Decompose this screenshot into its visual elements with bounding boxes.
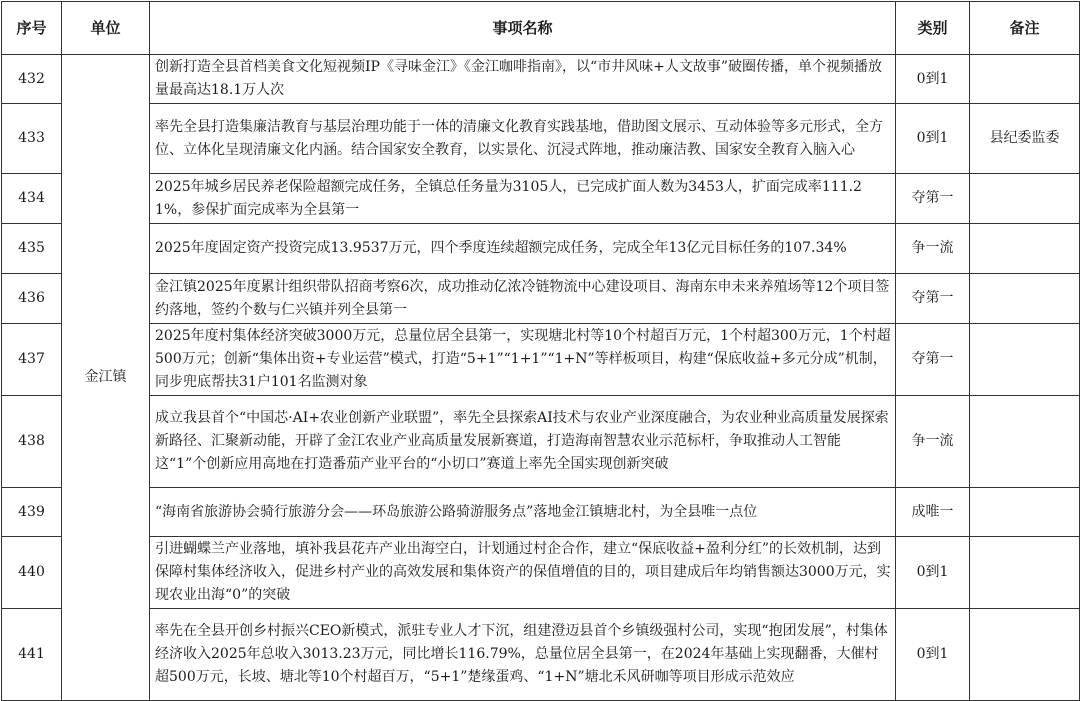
row-item: 率先全县打造集廉洁教育与基层治理功能于一体的清廉文化教育实践基地，借助图文展示、互动体验等多元形式，全方位、立体化呈现清廉文化内涵。结合国家安全教育，以实景化、沉浸式阵地，推动廉洁教、国家安全教育入脑入心	[150, 104, 896, 174]
table-row	[2, 609, 1080, 701]
table-row	[2, 55, 1080, 104]
row-seq: 436	[2, 274, 62, 324]
row-item: 创新打造全县首档美食文化短视频IP《寻味金江》《金江咖啡指南》，以“市井风味+人文故事”破圈传播，单个视频播放量最高达18.1万人次	[150, 55, 896, 104]
header-category: 类别	[896, 2, 970, 55]
row-remark	[970, 488, 1080, 537]
unit-cell: 金江镇	[62, 55, 150, 701]
row-item: 金江镇2025年度累计组织带队招商考察6次，成功推动亿浓冷链物流中心建设项目、海南东申未来养殖场等12个项目签约落地，签约个数与仁兴镇并列全县第一	[150, 274, 896, 324]
row-remark	[970, 224, 1080, 274]
row-seq: 441	[2, 609, 62, 701]
row-category: 0到1	[896, 104, 970, 174]
row-remark	[970, 324, 1080, 396]
row-remark	[970, 396, 1080, 488]
header-item: 事项名称	[150, 2, 896, 55]
row-category: 争一流	[896, 396, 970, 488]
row-seq: 439	[2, 488, 62, 537]
row-seq: 432	[2, 55, 62, 104]
row-item: 2025年度固定资产投资完成13.9537万元，四个季度连续超额完成任务，完成全年13亿元目标任务的107.34%	[150, 224, 896, 274]
header-remark: 备注	[970, 2, 1080, 55]
header-unit: 单位	[62, 2, 150, 55]
row-item: “海南省旅游协会骑行旅游分会——环岛旅游公路骑游服务点”落地金江镇塘北村，为全县唯一点位	[150, 488, 896, 537]
row-remark: 县纪委监委	[970, 104, 1080, 174]
row-seq: 434	[2, 174, 62, 224]
row-remark	[970, 609, 1080, 701]
row-category: 0到1	[896, 609, 970, 701]
row-seq: 438	[2, 396, 62, 488]
header-row	[2, 2, 1080, 55]
row-seq: 440	[2, 537, 62, 609]
matters-table	[1, 1, 1080, 701]
header-seq: 序号	[2, 2, 62, 55]
row-seq: 435	[2, 224, 62, 274]
row-category: 夺第一	[896, 324, 970, 396]
table-row	[2, 537, 1080, 609]
table-row	[2, 104, 1080, 174]
row-item: 成立我县首个“中国芯·AI+农业创新产业联盟”，率先全县探索AI技术与农业产业深度融合，为农业种业高质量发展探索新路径、汇聚新动能，开辟了金江农业产业高质量发展新赛道，打造海南智慧农业示范标杆，争取推动人工智能这“1”个创新应用高地在打造番茄产业平台的“小切口”赛道上率先全国实现创新突破	[150, 396, 896, 488]
row-remark	[970, 55, 1080, 104]
row-item: 2025年城乡居民养老保险超额完成任务，全镇总任务量为3105人，已完成扩面人数为3453人，扩面完成率111.21%，参保扩面完成率为全县第一	[150, 174, 896, 224]
row-remark	[970, 274, 1080, 324]
row-category: 夺第一	[896, 274, 970, 324]
row-category: 0到1	[896, 55, 970, 104]
table-row	[2, 488, 1080, 537]
row-item: 率先在全县开创乡村振兴CEO新模式，派驻专业人才下沉，组建澄迈县首个乡镇级强村公司，实现“抱团发展”，村集体经济收入2025年总收入3013.23万元，同比增长116.79%，总量位居全县第一，在2024年基础上实现翻番，大催村超500万元，长坡、塘北等10个村超百万，“5+1”楚缘蛋鸡、“1+N”塘北禾风研咖等项目形成示范效应	[150, 609, 896, 701]
row-category: 争一流	[896, 224, 970, 274]
row-category: 夺第一	[896, 174, 970, 224]
table-row	[2, 174, 1080, 224]
table-row	[2, 396, 1080, 488]
table-row	[2, 324, 1080, 396]
row-item: 引进蝴蝶兰产业落地，填补我县花卉产业出海空白，计划通过村企合作，建立“保底收益+盈利分红”的长效机制，达到保障村集体经济收入，促进乡村产业的高效发展和集体资产的保值增值的目的，项目建成后年均销售额达3000万元，实现农业出海“0”的突破	[150, 537, 896, 609]
row-item: 2025年度村集体经济突破3000万元，总量位居全县第一，实现塘北村等10个村超百万元，1个村超300万元，1个村超500万元；创新“集体出资+专业运营”模式，打造“5+1”“1+1”“1+N”等样板项目，构建“保底收益+多元分成”机制，同步兜底帮扶31户101名监测对象	[150, 324, 896, 396]
row-remark	[970, 537, 1080, 609]
row-category: 成唯一	[896, 488, 970, 537]
row-seq: 433	[2, 104, 62, 174]
row-category: 0到1	[896, 537, 970, 609]
row-seq: 437	[2, 324, 62, 396]
row-remark	[970, 174, 1080, 224]
table-row	[2, 274, 1080, 324]
table-row	[2, 224, 1080, 274]
